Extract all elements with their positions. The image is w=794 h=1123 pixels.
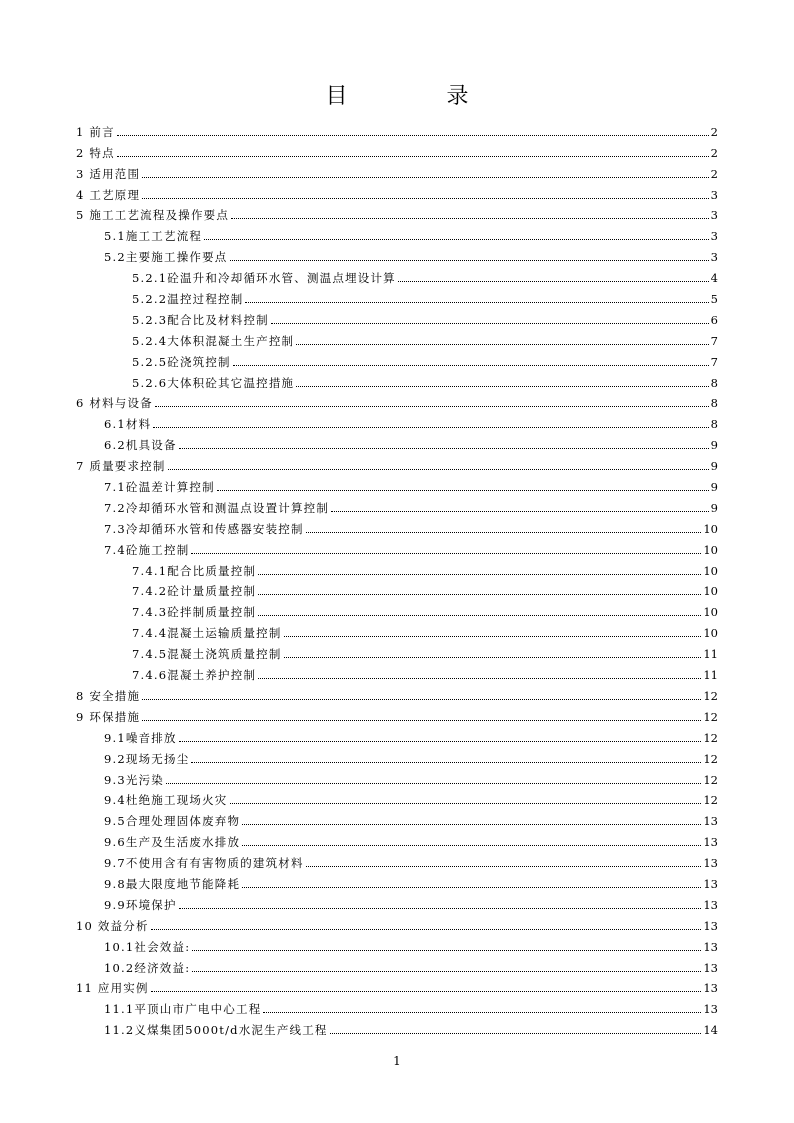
toc-entry[interactable] — [76, 243, 718, 264]
toc-entry-label: 6.2机具设备 — [104, 438, 177, 453]
dot-leader — [231, 217, 709, 219]
dot-leader — [117, 155, 709, 157]
toc-entry[interactable] — [76, 515, 718, 536]
dot-leader — [142, 698, 701, 700]
dot-leader — [166, 782, 701, 784]
toc-entry-page: 10 — [703, 563, 718, 578]
toc-entry-page: 10 — [703, 542, 718, 557]
toc-entry-page: 13 — [703, 876, 718, 891]
toc-entry[interactable] — [76, 724, 718, 745]
toc-entry[interactable] — [76, 661, 718, 682]
toc-entry-label: 7.1砼温差计算控制 — [104, 480, 215, 495]
toc-entry[interactable] — [76, 306, 718, 327]
dot-leader — [191, 761, 701, 763]
toc-entry-label: 5.2主要施工操作要点 — [104, 250, 228, 265]
toc-entry[interactable] — [76, 410, 718, 431]
toc-entry-page: 10 — [703, 626, 718, 641]
toc-entry-label: 9.5合理处理固体废弃物 — [104, 814, 241, 829]
toc-entry[interactable] — [76, 891, 718, 912]
dot-leader — [179, 907, 702, 909]
dot-leader — [284, 656, 702, 658]
toc-entry-page: 7 — [710, 354, 718, 369]
toc-entry-label: 9.2现场无扬尘 — [104, 751, 190, 766]
toc-entry[interactable] — [76, 557, 718, 578]
toc-entry-label: 9.9环境保护 — [104, 897, 177, 912]
toc-entry-page: 13 — [703, 960, 718, 975]
toc-entry[interactable] — [76, 870, 718, 891]
dot-leader — [191, 552, 701, 554]
toc-entry-label: 7.4.4混凝土运输质量控制 — [132, 626, 282, 641]
toc-entry-page: 5 — [710, 292, 718, 307]
toc-entry[interactable] — [76, 348, 718, 369]
toc-entry-label: 7.4.6混凝土养护控制 — [132, 668, 257, 683]
toc-entry[interactable] — [76, 431, 718, 452]
toc-entry[interactable] — [76, 494, 718, 515]
toc-entry-page: 13 — [703, 897, 718, 912]
toc-entry-label: 7.3冷却循环水管和传感器安装控制 — [104, 521, 304, 536]
dot-leader — [142, 197, 709, 199]
dot-leader — [192, 949, 701, 951]
toc-entry[interactable] — [76, 181, 718, 202]
toc-entry-label: 5.2.1砼温升和冷却循环水管、测温点埋设计算 — [132, 271, 396, 286]
dot-leader — [306, 865, 702, 867]
dot-leader — [179, 447, 709, 449]
toc-entry-page: 8 — [710, 375, 718, 390]
toc-entry-page: 11 — [703, 668, 718, 683]
toc-entry-label: 7.4砼施工控制 — [104, 542, 190, 557]
dot-leader — [245, 301, 708, 303]
toc-entry-label: 9.1噪音排放 — [104, 730, 177, 745]
toc-entry-page: 9 — [710, 480, 718, 495]
toc-entry-label: 10 效益分析 — [76, 918, 149, 933]
toc-entry[interactable] — [76, 160, 718, 181]
page-number: 1 — [393, 1054, 401, 1068]
toc-entry-label: 6 材料与设备 — [76, 396, 153, 411]
toc-entry-label: 9 环保措施 — [76, 709, 141, 724]
toc-entry-page: 10 — [703, 605, 718, 620]
dot-leader — [306, 531, 702, 533]
dot-leader — [217, 489, 709, 491]
toc-entry-page: 2 — [710, 124, 718, 139]
toc-entry[interactable] — [76, 995, 718, 1016]
toc-entry[interactable] — [76, 975, 718, 996]
toc-entry[interactable] — [76, 598, 718, 619]
toc-entry-page: 13 — [703, 939, 718, 954]
toc-entry-page: 13 — [703, 856, 718, 871]
toc-entry-page: 12 — [703, 709, 718, 724]
toc-entry-page: 3 — [710, 250, 718, 265]
toc-entry-label: 5.2.2温控过程控制 — [132, 292, 244, 307]
toc-entry-page: 13 — [703, 835, 718, 850]
dot-leader — [296, 343, 708, 345]
toc-entry-page: 8 — [710, 396, 718, 411]
dot-leader — [242, 823, 701, 825]
toc-entry-page: 13 — [703, 1002, 718, 1017]
toc-entry-label: 10.2经济效益: — [104, 960, 191, 975]
toc-entry-label: 7.4.2砼计量质量控制 — [132, 584, 257, 599]
toc-entry-page: 12 — [703, 772, 718, 787]
toc-entry-label: 6.1材料 — [104, 417, 152, 432]
toc-entry[interactable] — [76, 745, 718, 766]
dot-leader — [155, 405, 709, 407]
toc-entry[interactable] — [76, 118, 718, 139]
dot-leader — [142, 719, 701, 721]
dot-leader — [230, 259, 709, 261]
toc-entry-page: 12 — [703, 793, 718, 808]
dot-leader — [284, 635, 702, 637]
dot-leader — [263, 1011, 701, 1013]
toc-entry[interactable] — [76, 640, 718, 661]
toc-entry[interactable] — [76, 327, 718, 348]
dot-leader — [258, 573, 701, 575]
toc-entry-page: 3 — [710, 187, 718, 202]
toc-entry-page: 12 — [703, 688, 718, 703]
toc-entry-label: 11.2义煤集团5000t/d水泥生产线工程 — [104, 1023, 328, 1038]
toc-entry-page: 7 — [710, 333, 718, 348]
dot-leader — [233, 364, 709, 366]
dot-leader — [142, 176, 709, 178]
toc-entry-label: 9.4杜绝施工现场火灾 — [104, 793, 228, 808]
dot-leader — [398, 280, 709, 282]
toc-entry[interactable] — [76, 682, 718, 703]
toc-entry[interactable] — [76, 264, 718, 285]
toc-entry-page: 9 — [710, 500, 718, 515]
dot-leader — [258, 593, 701, 595]
toc-entry[interactable] — [76, 1016, 718, 1037]
dot-leader — [204, 238, 709, 240]
dot-leader — [330, 1032, 702, 1034]
toc-entry-label: 10.1社会效益: — [104, 939, 191, 954]
table-of-contents — [76, 118, 718, 1037]
toc-entry[interactable] — [76, 139, 718, 160]
dot-leader — [258, 614, 701, 616]
toc-entry-page: 12 — [703, 751, 718, 766]
toc-entry-label: 11 应用实例 — [76, 981, 149, 996]
toc-entry-label: 9.8最大限度地节能降耗 — [104, 876, 241, 891]
toc-entry-label: 9.7不使用含有有害物质的建筑材料 — [104, 856, 304, 871]
toc-entry[interactable] — [76, 473, 718, 494]
toc-entry-page: 6 — [710, 312, 718, 327]
toc-entry[interactable] — [76, 452, 718, 473]
dot-leader — [296, 385, 708, 387]
toc-entry[interactable] — [76, 202, 718, 223]
dot-leader — [192, 970, 701, 972]
toc-entry-page: 13 — [703, 918, 718, 933]
toc-entry-label: 5.1施工工艺流程 — [104, 229, 203, 244]
toc-entry-page: 2 — [710, 145, 718, 160]
toc-entry-label: 9.3光污染 — [104, 772, 164, 787]
toc-entry-label: 7.2冷却循环水管和测温点设置计算控制 — [104, 500, 330, 515]
toc-entry[interactable] — [76, 849, 718, 870]
dot-leader — [151, 928, 702, 930]
toc-entry[interactable] — [76, 954, 718, 975]
dot-leader — [242, 844, 701, 846]
toc-entry-label: 5.2.5砼浇筑控制 — [132, 354, 231, 369]
toc-entry[interactable] — [76, 369, 718, 390]
toc-entry-label: 4 工艺原理 — [76, 187, 141, 202]
toc-entry-page: 3 — [710, 208, 718, 223]
toc-entry[interactable] — [76, 807, 718, 828]
dot-leader — [179, 740, 702, 742]
toc-entry[interactable] — [76, 619, 718, 640]
toc-entry[interactable] — [76, 912, 718, 933]
toc-entry[interactable] — [76, 390, 718, 411]
toc-entry-page: 10 — [703, 521, 718, 536]
toc-entry-label: 5.2.4大体积混凝土生产控制 — [132, 333, 295, 348]
dot-leader — [117, 134, 709, 136]
toc-entry-label: 7.4.3砼拌制质量控制 — [132, 605, 257, 620]
dot-leader — [230, 802, 702, 804]
dot-leader — [331, 510, 709, 512]
toc-entry[interactable] — [76, 703, 718, 724]
toc-entry[interactable] — [76, 578, 718, 599]
toc-entry[interactable] — [76, 933, 718, 954]
toc-entry[interactable] — [76, 285, 718, 306]
toc-entry-page: 13 — [703, 981, 718, 996]
toc-entry-label: 1 前言 — [76, 124, 115, 139]
toc-entry-label: 7 质量要求控制 — [76, 459, 166, 474]
toc-entry-page: 11 — [703, 647, 718, 662]
dot-leader — [153, 426, 708, 428]
toc-entry-label: 5.2.3配合比及材料控制 — [132, 312, 269, 327]
toc-entry-page: 13 — [703, 814, 718, 829]
dot-leader — [242, 886, 701, 888]
toc-entry-page: 10 — [703, 584, 718, 599]
toc-entry-label: 11.1平顶山市广电中心工程 — [104, 1002, 262, 1017]
dot-leader — [168, 468, 709, 470]
toc-entry[interactable] — [76, 787, 718, 808]
toc-entry[interactable] — [76, 222, 718, 243]
toc-entry-page: 4 — [710, 271, 718, 286]
toc-entry-label: 7.4.5混凝土浇筑质量控制 — [132, 647, 282, 662]
toc-entry-page: 9 — [710, 459, 718, 474]
toc-entry-page: 9 — [710, 438, 718, 453]
toc-entry-page: 3 — [710, 229, 718, 244]
toc-entry[interactable] — [76, 766, 718, 787]
page-title: 目 录 — [325, 84, 515, 109]
toc-entry[interactable] — [76, 828, 718, 849]
toc-entry-label: 9.6生产及生活废水排放 — [104, 835, 241, 850]
toc-entry-label: 2 特点 — [76, 145, 115, 160]
dot-leader — [151, 990, 702, 992]
dot-leader — [258, 677, 701, 679]
toc-entry-page: 14 — [703, 1023, 718, 1038]
toc-entry-label: 5 施工工艺流程及操作要点 — [76, 208, 230, 223]
toc-entry-label: 5.2.6大体积砼其它温控措施 — [132, 375, 295, 390]
toc-entry-page: 12 — [703, 730, 718, 745]
toc-entry[interactable] — [76, 536, 718, 557]
toc-entry-page: 8 — [710, 417, 718, 432]
toc-entry-label: 7.4.1配合比质量控制 — [132, 563, 257, 578]
toc-entry-page: 2 — [710, 166, 718, 181]
toc-entry-label: 8 安全措施 — [76, 688, 141, 703]
dot-leader — [271, 322, 709, 324]
toc-entry-label: 3 适用范围 — [76, 166, 141, 181]
